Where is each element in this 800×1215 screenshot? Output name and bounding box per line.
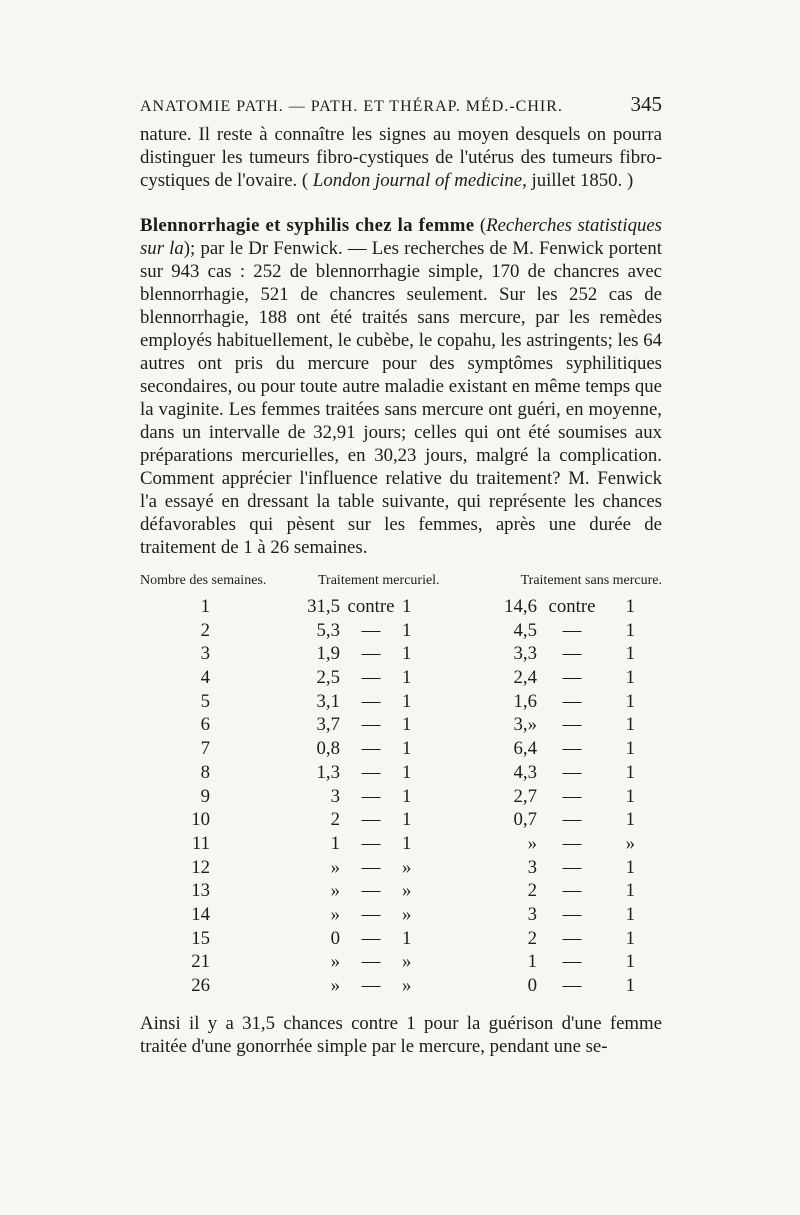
plain-against-cell: 1	[625, 596, 635, 617]
plain-against-cell: 1	[625, 903, 635, 925]
mercurial-against-cell: 1	[402, 761, 412, 783]
table-row	[140, 808, 662, 832]
mercurial-against-cell: 1	[402, 690, 412, 712]
plain-separator: —	[562, 761, 582, 783]
mercurial-against-cell: 1	[402, 667, 412, 689]
mercurial-against-cell: 1	[402, 738, 412, 760]
week-cell: 21	[191, 951, 210, 973]
paragraph1-text-b: , juillet 1850. )	[522, 170, 634, 191]
plain-separator: —	[562, 832, 582, 854]
mercurial-separator: —	[361, 975, 381, 996]
table-row	[140, 713, 662, 737]
table-row	[140, 642, 662, 666]
plain-separator: —	[562, 785, 582, 807]
plain-against-cell: 1	[625, 809, 635, 831]
plain-against-cell: 1	[625, 619, 635, 641]
plain-against-cell: 1	[625, 951, 635, 973]
mercurial-against-cell: 1	[402, 832, 412, 854]
week-cell: 14	[191, 903, 210, 925]
plain-against-cell: 1	[625, 738, 635, 760]
paragraph2-body: par le Dr Fenwick. — Les recherches de M. Fenwick portent sur 943 cas : 252 de blennorrhagie simple, 170 de chancres avec blennorrhagie, 521 de chancres seulement. Sur les 252 cas de blennorrhagie, 188 ont été traités sans mercure, par les remèdes employés habituellement, le cubèbe, le copahu, les astringents; les 64 autres ont pris du mercure pour des symptômes syphilitiques secondaires, ou pour toute autre maladie existant en même temps que la vaginite. Les femmes traitées sans mercure ont guéri, en moyenne, dans un intervalle de 32,91 jours; celles qui ont été soumises aux préparations mercurielles, en 30,23 jours, malgré la complication. Comment apprécier l'influence relative du traitement? M. Fenwick l'a essayé en dressant la table suivante, qui représente les chances défavorables qui pèsent sur les femmes, après une durée de traitement de 1 à 26 semaines.	[140, 238, 663, 558]
plain-against-cell: 1	[625, 667, 635, 689]
week-cell: 15	[191, 927, 210, 949]
table-row	[140, 761, 662, 785]
plain-against-cell: 1	[625, 927, 635, 949]
running-title: ANATOMIE PATH. — PATH. ET THÉRAP. MÉD.-CHIR.	[140, 98, 563, 115]
week-cell: 12	[191, 856, 210, 878]
week-cell: 5	[200, 690, 210, 712]
plain-chance-cell: 0,7	[513, 809, 537, 831]
mercurial-against-cell: »	[402, 856, 412, 878]
plain-against-cell: 1	[625, 856, 635, 878]
plain-separator: —	[562, 809, 582, 831]
mercurial-against-cell: 1	[402, 714, 412, 736]
mercurial-chance-cell: 5,3	[316, 619, 340, 641]
plain-separator: —	[562, 738, 582, 760]
mercurial-separator: —	[361, 856, 381, 878]
plain-chance-cell: 2	[527, 880, 537, 902]
running-header	[140, 92, 662, 117]
mercurial-against-cell: 1	[402, 785, 412, 807]
mercurial-chance-cell: 1,3	[316, 761, 340, 783]
plain-chance-cell: 14,6	[504, 596, 537, 617]
mercurial-chance-cell: »	[330, 880, 340, 902]
page-number: 345	[630, 92, 662, 116]
table-row	[140, 785, 662, 809]
plain-against-cell: 1	[625, 714, 635, 736]
plain-chance-cell: 3,3	[513, 643, 537, 665]
section-subtitle: Recherches statistiques sur la	[140, 215, 662, 259]
week-cell: 10	[191, 809, 210, 831]
plain-against-cell: 1	[625, 690, 635, 712]
plain-chance-cell: 2,4	[513, 667, 537, 689]
mercurial-separator: contre	[347, 596, 395, 617]
mercurial-against-cell: »	[402, 975, 412, 996]
mercurial-against-cell: 1	[402, 596, 412, 617]
mercurial-separator: —	[361, 809, 381, 831]
week-cell: 4	[200, 667, 210, 689]
paragraph-fenwick	[140, 214, 662, 559]
mercurial-chance-cell: 1	[330, 832, 340, 854]
plain-separator: contre	[548, 596, 596, 617]
mercurial-separator: —	[361, 761, 381, 783]
plain-chance-cell: 4,5	[513, 619, 537, 641]
plain-separator: —	[562, 667, 582, 689]
mercurial-separator: —	[361, 714, 381, 736]
mercurial-separator: —	[361, 832, 381, 854]
table-row	[140, 666, 662, 690]
subtitle-open: (	[474, 215, 487, 236]
plain-against-cell: 1	[625, 643, 635, 665]
header-without-mercury: Traitement sans mercure.	[520, 573, 662, 588]
plain-separator: —	[562, 927, 582, 949]
mercurial-chance-cell: »	[330, 903, 340, 925]
plain-chance-cell: 1,6	[513, 690, 537, 712]
mercurial-against-cell: 1	[402, 809, 412, 831]
week-cell: 2	[200, 619, 210, 641]
mercurial-against-cell: »	[402, 951, 412, 973]
document-page	[140, 92, 662, 1058]
table-row	[140, 737, 662, 761]
plain-separator: —	[562, 975, 582, 996]
mercurial-separator: —	[361, 951, 381, 973]
subtitle-close: );	[183, 238, 196, 259]
mercurial-against-cell: 1	[402, 643, 412, 665]
statistics-table	[140, 573, 662, 998]
week-cell: 9	[200, 785, 210, 807]
mercurial-chance-cell: 2	[330, 809, 340, 831]
header-weeks: Nombre des semaines.	[140, 573, 267, 588]
plain-against-cell: 1	[625, 975, 635, 996]
table-row	[140, 832, 662, 856]
mercurial-chance-cell: 3,7	[316, 714, 340, 736]
week-cell: 6	[200, 714, 210, 736]
journal-title: London journal of medicine	[312, 170, 523, 191]
section-title: Blennorrhagie et syphilis chez la femme	[140, 215, 475, 236]
mercurial-chance-cell: 1,9	[316, 643, 340, 665]
mercurial-separator: —	[361, 903, 381, 925]
table-row	[140, 903, 662, 927]
plain-chance-cell: 2,7	[513, 785, 537, 807]
table-row	[140, 927, 662, 951]
week-cell: 13	[191, 880, 210, 902]
plain-against-cell: 1	[625, 880, 635, 902]
plain-chance-cell: 3	[527, 856, 537, 878]
week-cell: 7	[200, 738, 210, 760]
plain-separator: —	[562, 690, 582, 712]
mercurial-separator: —	[361, 785, 381, 807]
plain-separator: —	[562, 903, 582, 925]
table-header	[140, 573, 662, 589]
table-row	[140, 950, 662, 974]
mercurial-separator: —	[361, 880, 381, 902]
table-body	[140, 595, 662, 998]
mercurial-chance-cell: 2,5	[316, 667, 340, 689]
plain-separator: —	[562, 880, 582, 902]
week-cell: 26	[191, 975, 210, 996]
plain-chance-cell: 2	[527, 927, 537, 949]
mercurial-chance-cell: 31,5	[307, 596, 340, 617]
week-cell: 3	[200, 643, 210, 665]
mercurial-chance-cell: »	[330, 856, 340, 878]
table-row	[140, 856, 662, 880]
mercurial-separator: —	[361, 738, 381, 760]
paragraph-ovarian-tumors	[140, 123, 662, 192]
table-row	[140, 879, 662, 903]
plain-against-cell: 1	[625, 785, 635, 807]
mercurial-separator: —	[361, 690, 381, 712]
plain-separator: —	[562, 619, 582, 641]
plain-chance-cell: 6,4	[513, 738, 537, 760]
table-row	[140, 595, 662, 619]
table-row	[140, 974, 662, 998]
mercurial-separator: —	[361, 643, 381, 665]
mercurial-against-cell: »	[402, 903, 412, 925]
plain-separator: —	[562, 951, 582, 973]
mercurial-chance-cell: 0	[330, 927, 340, 949]
plain-chance-cell: 4,3	[513, 761, 537, 783]
mercurial-against-cell: 1	[402, 619, 412, 641]
mercurial-separator: —	[361, 667, 381, 689]
plain-chance-cell: 3	[527, 903, 537, 925]
week-cell: 11	[191, 832, 210, 854]
week-cell: 8	[200, 761, 210, 783]
mercurial-separator: —	[361, 927, 381, 949]
plain-chance-cell: »	[527, 832, 537, 854]
plain-chance-cell: 3,»	[513, 714, 537, 736]
mercurial-chance-cell: 3	[330, 785, 340, 807]
table-row	[140, 690, 662, 714]
mercurial-chance-cell: »	[330, 975, 340, 996]
week-cell: 1	[200, 596, 210, 617]
closing-paragraph: Ainsi il y a 31,5 chances contre 1 pour la guérison d'une femme traitée d'une gonorrhée simple par le mercure, pendant une se-	[140, 1012, 662, 1057]
plain-against-cell: »	[625, 832, 635, 854]
mercurial-chance-cell: 3,1	[316, 690, 340, 712]
plain-against-cell: 1	[625, 761, 635, 783]
mercurial-against-cell: »	[402, 880, 412, 902]
plain-chance-cell: 0	[527, 975, 537, 996]
paragraph1-text-a: nature. Il reste à connaître les signes au moyen desquels on pourra distinguer les tumeurs fibro-cystiques de l'utérus des tumeurs fibro-cystiques de l'ovaire. (	[140, 124, 662, 191]
header-mercurial: Traitement mercuriel.	[318, 573, 440, 588]
plain-separator: —	[562, 643, 582, 665]
mercurial-chance-cell: »	[330, 951, 340, 973]
mercurial-separator: —	[361, 619, 381, 641]
mercurial-chance-cell: 0,8	[316, 738, 340, 760]
plain-separator: —	[562, 714, 582, 736]
table-row	[140, 619, 662, 643]
plain-separator: —	[562, 856, 582, 878]
mercurial-against-cell: 1	[402, 927, 412, 949]
plain-chance-cell: 1	[527, 951, 537, 973]
